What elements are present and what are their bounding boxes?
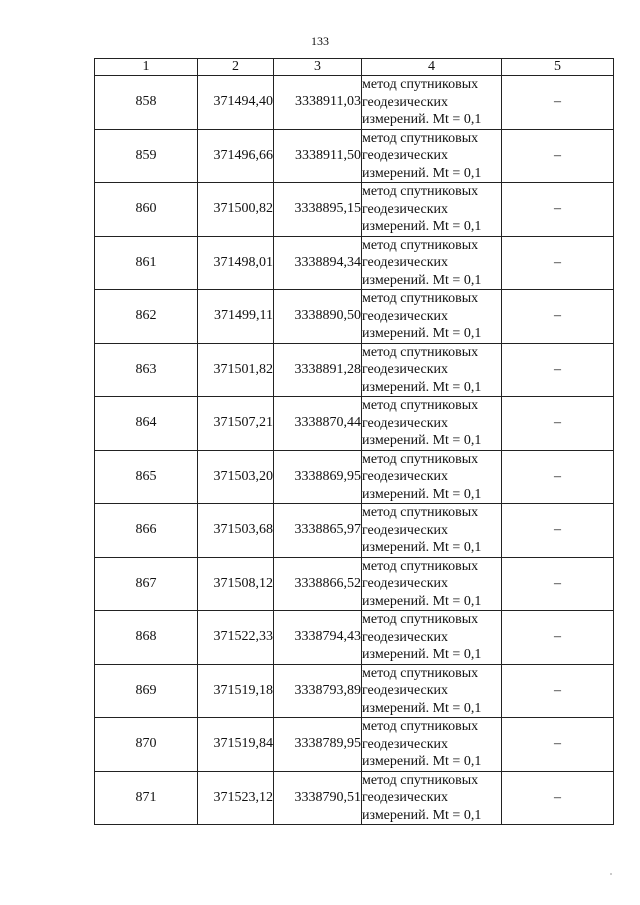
note-cell: –: [502, 504, 614, 558]
method-cell: метод спутниковых геодезических измерений. Mt = 0,1: [362, 236, 502, 290]
x-coordinate-cell: 371499,11: [198, 290, 274, 344]
note-cell: –: [502, 343, 614, 397]
note-cell: –: [502, 76, 614, 130]
x-coordinate-cell: 371498,01: [198, 236, 274, 290]
x-coordinate-cell: 371519,18: [198, 664, 274, 718]
table-row: [95, 664, 614, 718]
note-cell: –: [502, 718, 614, 772]
y-coordinate-cell: 3338790,51: [274, 771, 362, 825]
method-cell: метод спутниковых геодезических измерений. Mt = 0,1: [362, 183, 502, 237]
column-header-5: 5: [502, 59, 614, 76]
y-coordinate-cell: 3338793,89: [274, 664, 362, 718]
column-header-4: 4: [362, 59, 502, 76]
x-coordinate-cell: 371519,84: [198, 718, 274, 772]
note-cell: –: [502, 611, 614, 665]
y-coordinate-cell: 3338866,52: [274, 557, 362, 611]
table-row: [95, 290, 614, 344]
scan-artifact: [610, 873, 612, 875]
table-row: [95, 611, 614, 665]
y-coordinate-cell: 3338870,44: [274, 397, 362, 451]
y-coordinate-cell: 3338911,50: [274, 129, 362, 183]
table-row: [95, 343, 614, 397]
method-cell: метод спутниковых геодезических измерений. Mt = 0,1: [362, 771, 502, 825]
x-coordinate-cell: 371507,21: [198, 397, 274, 451]
point-number-cell: 864: [95, 397, 198, 451]
table-row: [95, 129, 614, 183]
x-coordinate-cell: 371523,12: [198, 771, 274, 825]
y-coordinate-cell: 3338891,28: [274, 343, 362, 397]
y-coordinate-cell: 3338865,97: [274, 504, 362, 558]
point-number-cell: 866: [95, 504, 198, 558]
x-coordinate-cell: 371503,68: [198, 504, 274, 558]
method-cell: метод спутниковых геодезических измерений. Mt = 0,1: [362, 450, 502, 504]
note-cell: –: [502, 557, 614, 611]
table-row: [95, 450, 614, 504]
coordinates-table: [94, 58, 614, 825]
point-number-cell: 865: [95, 450, 198, 504]
method-cell: метод спутниковых геодезических измерений. Mt = 0,1: [362, 504, 502, 558]
table-header-row: [95, 59, 614, 76]
table-row: [95, 504, 614, 558]
x-coordinate-cell: 371522,33: [198, 611, 274, 665]
y-coordinate-cell: 3338869,95: [274, 450, 362, 504]
method-cell: метод спутниковых геодезических измерений. Mt = 0,1: [362, 343, 502, 397]
y-coordinate-cell: 3338789,95: [274, 718, 362, 772]
note-cell: –: [502, 236, 614, 290]
table-row: [95, 397, 614, 451]
point-number-cell: 870: [95, 718, 198, 772]
note-cell: –: [502, 664, 614, 718]
x-coordinate-cell: 371494,40: [198, 76, 274, 130]
point-number-cell: 869: [95, 664, 198, 718]
x-coordinate-cell: 371508,12: [198, 557, 274, 611]
column-header-2: 2: [198, 59, 274, 76]
point-number-cell: 863: [95, 343, 198, 397]
method-cell: метод спутниковых геодезических измерений. Mt = 0,1: [362, 397, 502, 451]
column-header-1: 1: [95, 59, 198, 76]
method-cell: метод спутниковых геодезических измерений. Mt = 0,1: [362, 129, 502, 183]
method-cell: метод спутниковых геодезических измерений. Mt = 0,1: [362, 718, 502, 772]
table-row: [95, 76, 614, 130]
x-coordinate-cell: 371496,66: [198, 129, 274, 183]
table-row: [95, 183, 614, 237]
table-row: [95, 236, 614, 290]
table-body: [95, 76, 614, 825]
method-cell: метод спутниковых геодезических измерений. Mt = 0,1: [362, 611, 502, 665]
note-cell: –: [502, 129, 614, 183]
method-cell: метод спутниковых геодезических измерений. Mt = 0,1: [362, 664, 502, 718]
point-number-cell: 868: [95, 611, 198, 665]
method-cell: метод спутниковых геодезических измерений. Mt = 0,1: [362, 76, 502, 130]
note-cell: –: [502, 397, 614, 451]
method-cell: метод спутниковых геодезических измерений. Mt = 0,1: [362, 290, 502, 344]
table-row: [95, 718, 614, 772]
x-coordinate-cell: 371501,82: [198, 343, 274, 397]
y-coordinate-cell: 3338895,15: [274, 183, 362, 237]
method-cell: метод спутниковых геодезических измерений. Mt = 0,1: [362, 557, 502, 611]
point-number-cell: 858: [95, 76, 198, 130]
point-number-cell: 867: [95, 557, 198, 611]
point-number-cell: 871: [95, 771, 198, 825]
note-cell: –: [502, 771, 614, 825]
table-row: [95, 557, 614, 611]
point-number-cell: 861: [95, 236, 198, 290]
table-row: [95, 771, 614, 825]
x-coordinate-cell: 371500,82: [198, 183, 274, 237]
y-coordinate-cell: 3338911,03: [274, 76, 362, 130]
note-cell: –: [502, 450, 614, 504]
point-number-cell: 859: [95, 129, 198, 183]
y-coordinate-cell: 3338894,34: [274, 236, 362, 290]
note-cell: –: [502, 290, 614, 344]
y-coordinate-cell: 3338794,43: [274, 611, 362, 665]
point-number-cell: 862: [95, 290, 198, 344]
point-number-cell: 860: [95, 183, 198, 237]
x-coordinate-cell: 371503,20: [198, 450, 274, 504]
page-number: 133: [311, 34, 329, 48]
y-coordinate-cell: 3338890,50: [274, 290, 362, 344]
column-header-3: 3: [274, 59, 362, 76]
note-cell: –: [502, 183, 614, 237]
